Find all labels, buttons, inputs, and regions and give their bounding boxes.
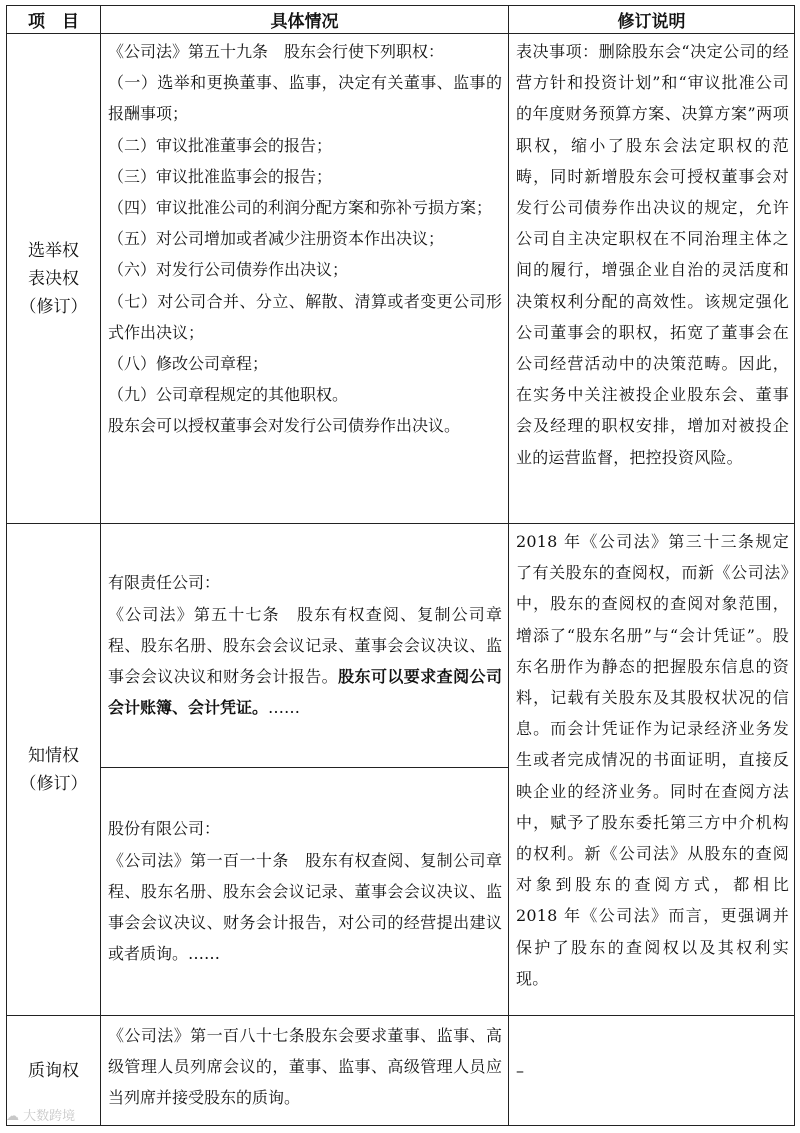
detail-llc — [101, 524, 509, 768]
detail-jsc — [101, 768, 509, 1016]
detail-line: （三）审议批准监事会的报告； — [108, 166, 333, 186]
item-right-to-know — [7, 524, 101, 1016]
detail-line: （七）对公司合并、分立、解散、清算或者变更公司形式作出决议； — [108, 291, 502, 342]
item-line: （修订） — [19, 296, 88, 317]
note-inquiry-right — [509, 1016, 795, 1126]
row-voting-rights — [7, 34, 795, 524]
item-line: （修订） — [19, 773, 88, 794]
item-line: 表决权 — [28, 268, 79, 289]
note-right-to-know — [509, 524, 795, 1016]
detail-text: 《公司法》第一百八十七条股东会要求董事、监事、高级管理人员列席会议的，董事、监事、高级管理人员应当列席并接受股东的质询。 — [108, 1026, 502, 1108]
detail-line: （一）选举和更换董事、监事，决定有关董事、监事的报酬事项； — [108, 73, 502, 124]
detail-line: （六）对发行公司债券作出决议； — [108, 260, 349, 280]
detail-line: （五）对公司增加或者减少注册资本作出决议； — [108, 229, 445, 249]
detail-text-jsc: 《公司法》第一百一十条 股东有权查阅、复制公司章程、股东名册、股东会会议记录、董事会会议决议、监事会会议决议、财务会计报告，对公司的经营提出建议或者质询。…… — [108, 850, 502, 964]
detail-text-llc: 《公司法》第五十七条 股东有权查阅、复制公司章程、股东名册、股东会会议记录、董事会会议决议、监事会会议决议和财务会计报告。股东可以要求查阅公司会计账簿、会计凭证。…… — [108, 604, 502, 718]
note-voting-rights — [509, 34, 795, 524]
watermark: ☁ 大数跨境 — [6, 1109, 76, 1124]
detail-line: 股东会可以授权董事会对发行公司债券作出决议。 — [108, 416, 461, 436]
row-right-to-know-llc — [7, 524, 795, 768]
note-text: – — [516, 1060, 525, 1080]
detail-subtitle-llc: 有限责任公司： — [108, 573, 221, 593]
detail-voting-rights — [101, 34, 509, 524]
header-note: 修订说明 — [509, 6, 795, 34]
detail-line: （八）修改公司章程； — [108, 354, 269, 374]
note-text: 表决事项：删除股东会“决定公司的经营方针和投资计划”和“审议批准公司的年度财务预算方案、决算方案”两项职权，缩小了股东会法定职权的范畴，同时新增股东会可授权董事会对发行公司债券作出决议的规定，允许公司自主决定职权在不同治理主体之间的履行，增强企业自治的灵活度和决策权利分配的高效性。该规定强化公司董事会的职权，拓宽了董事会在公司经营活动中的决策范畴。因此，在实务中关注被投企业股东会、董事会及经理的职权安排，增加对被投企业的运营监督，把控投资风险。 — [516, 42, 789, 467]
note-text: 2018 年《公司法》第三十三条规定了有关股东的查阅权，而新《公司法》中，股东的查阅权的查阅对象范围，增添了“股东名册”与“会计凭证”。股东名册作为静态的把握股东信息的资料，记载有关股东及其股权状况的信息。而会计凭证作为记录经济业务发生或者完成情况的书面证明，直接反映企业的经济业务。同时在查阅方法中，赋予了股东委托第三方中介机构的权利。新《公司法》从股东的查阅对象到股东的查阅方式，都相比 2018 年《公司法》而言，更强调并保护了股东的查阅权以及其权利实现。 — [516, 532, 789, 988]
item-voting-rights — [7, 34, 101, 524]
header-row — [7, 6, 795, 34]
header-detail: 具体情况 — [101, 6, 509, 34]
detail-line: （二）审议批准董事会的报告； — [108, 135, 333, 155]
revision-table — [6, 5, 795, 1126]
row-inquiry-right — [7, 1016, 795, 1126]
item-line: 选举权 — [28, 240, 79, 261]
item-inquiry-right: 质询权 — [7, 1016, 101, 1126]
detail-line: 《公司法》第五十九条 股东会行使下列职权： — [108, 42, 445, 61]
detail-inquiry-right — [101, 1016, 509, 1126]
watermark-icon: ☁ — [6, 1109, 24, 1124]
header-item: 项 目 — [7, 6, 101, 34]
item-line: 知情权 — [28, 745, 79, 766]
detail-line: （九）公司章程规定的其他职权。 — [108, 385, 349, 405]
detail-line: （四）审议批准公司的利润分配方案和弥补亏损方案； — [108, 198, 493, 218]
detail-bold-llc: 股东可以要求查阅公司会计账簿、会计凭证。 — [108, 667, 502, 718]
detail-subtitle-jsc: 股份有限公司： — [108, 819, 221, 839]
